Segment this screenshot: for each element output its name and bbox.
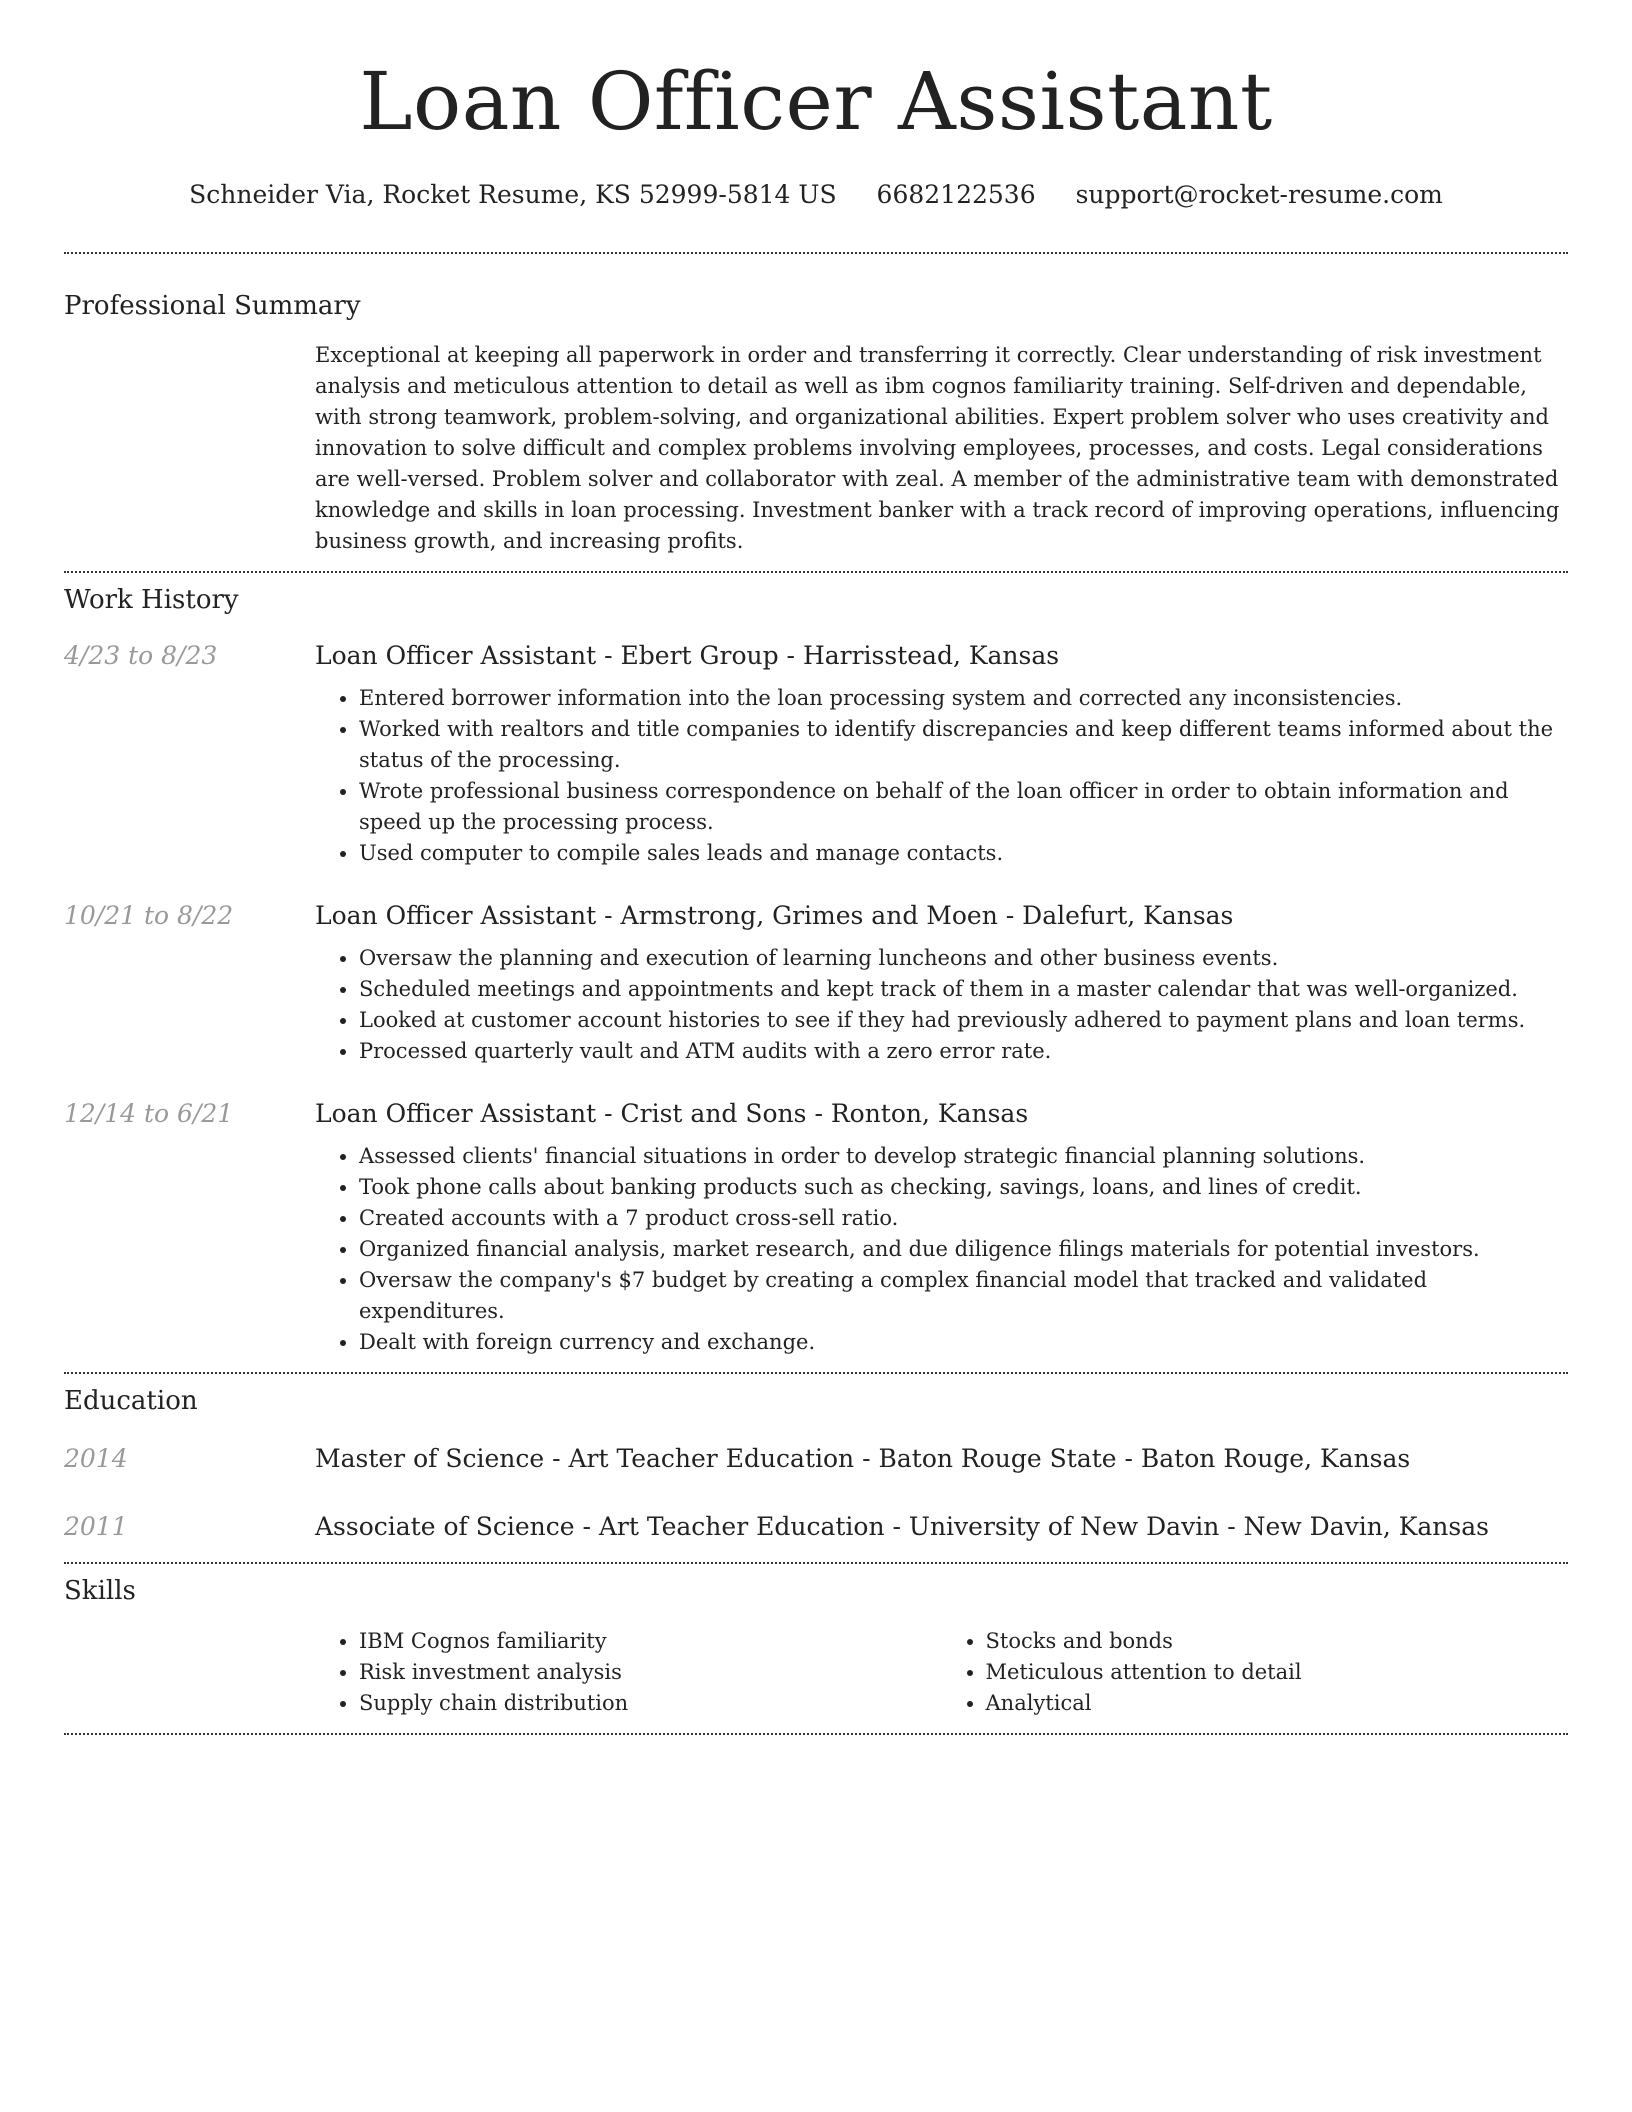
skills-spacer <box>64 1626 315 1719</box>
section-title-skills: Skills <box>64 1576 136 1606</box>
list-item: • Processed quarterly vault and ATM audits with a zero error rate. <box>359 1036 1568 1067</box>
summary-text: Exceptional at keeping all paperwork in order and transferring it correctly. Clear understanding of risk investment analysis and meticulous attention to detail as well as ibm cognos familiarity training. Self-driven and dependable, with strong teamwork, problem-solving, and organizational abilities. Expert problem solver who uses creativity and innovation to solve difficult and complex problems involving employees, processes, and costs. Legal considerations are well-versed. Problem solver and collaborator with zeal. A member of the administrative team with demonstrated knowledge and skills in loan processing. Investment banker with a track record of improving operations, influencing business growth, and increasing profits. <box>315 343 1560 553</box>
list-item: • Assessed clients' financial situations in order to develop strategic financial planning solutions. <box>359 1141 1568 1172</box>
divider <box>64 252 1568 254</box>
skills-list-left <box>315 1626 942 1719</box>
divider <box>64 571 1568 573</box>
section-title-education: Education <box>64 1386 198 1416</box>
job-entry <box>64 639 1568 869</box>
divider <box>64 1733 1568 1735</box>
phone: 6682122536 <box>876 180 1036 209</box>
skills-grid <box>315 1626 1568 1719</box>
list-item: • Risk investment analysis <box>359 1657 942 1688</box>
list-item: • Organized financial analysis, market research, and due diligence filings materials for potential investors. <box>359 1234 1568 1265</box>
list-item: • Entered borrower information into the loan processing system and corrected any inconsistencies. <box>359 683 1568 714</box>
list-item: • Analytical <box>986 1688 1569 1719</box>
job-title: Loan Officer Assistant - Ebert Group - Harrisstead, Kansas <box>315 641 1060 670</box>
list-item: • IBM Cognos familiarity <box>359 1626 942 1657</box>
list-item: • Dealt with foreign currency and exchange. <box>359 1327 1568 1358</box>
list-item: • Oversaw the company's $7 budget by creating a complex financial model that tracked and validated expenditures. <box>359 1265 1568 1327</box>
list-item: • Stocks and bonds <box>986 1626 1569 1657</box>
job-entry <box>64 1097 1568 1358</box>
education-title: Associate of Science - Art Teacher Education - University of New Davin - New Davin, Kansas <box>315 1512 1489 1541</box>
list-item: • Looked at customer account histories to see if they had previously adhered to payment plans and loan terms. <box>359 1005 1568 1036</box>
job-title: Loan Officer Assistant - Armstrong, Grimes and Moen - Dalefurt, Kansas <box>315 901 1234 930</box>
education-entry <box>64 1442 1568 1476</box>
address: Schneider Via, Rocket Resume, KS 52999-5814 US <box>189 180 837 209</box>
section-title-summary: Professional Summary <box>64 291 361 321</box>
list-item: • Created accounts with a 7 product cross-sell ratio. <box>359 1203 1568 1234</box>
summary-row <box>64 340 1568 557</box>
education-entry <box>64 1510 1568 1544</box>
divider <box>64 1562 1568 1564</box>
job-bullets <box>315 943 1568 1067</box>
job-dates: 10/21 to 8/22 <box>64 901 234 930</box>
divider <box>64 1372 1568 1374</box>
list-item: • Meticulous attention to detail <box>986 1657 1569 1688</box>
list-item: • Worked with realtors and title companies to identify discrepancies and keep different teams informed about the status of the processing. <box>359 714 1568 776</box>
summary-spacer <box>64 340 315 557</box>
list-item: • Oversaw the planning and execution of learning luncheons and other business events. <box>359 943 1568 974</box>
list-item: • Took phone calls about banking products such as checking, savings, loans, and lines of credit. <box>359 1172 1568 1203</box>
job-entry <box>64 899 1568 1067</box>
job-bullets <box>315 1141 1568 1358</box>
list-item: • Scheduled meetings and appointments and kept track of them in a master calendar that was well-organized. <box>359 974 1568 1005</box>
skills-list-right <box>942 1626 1569 1719</box>
email: support@rocket-resume.com <box>1075 180 1443 209</box>
job-dates: 4/23 to 8/23 <box>64 641 218 670</box>
education-year: 2014 <box>64 1444 128 1473</box>
list-item: • Supply chain distribution <box>359 1688 942 1719</box>
education-title: Master of Science - Art Teacher Education - Baton Rouge State - Baton Rouge, Kansas <box>315 1444 1411 1473</box>
education-year: 2011 <box>64 1512 128 1541</box>
candidate-name: Loan Officer Assistant <box>359 55 1273 148</box>
job-dates: 12/14 to 6/21 <box>64 1099 234 1128</box>
skills-row <box>64 1626 1568 1719</box>
list-item: • Wrote professional business correspondence on behalf of the loan officer in order to obtain information and speed up the processing process. <box>359 776 1568 838</box>
job-title: Loan Officer Assistant - Crist and Sons - Ronton, Kansas <box>315 1099 1029 1128</box>
section-title-work: Work History <box>64 585 239 615</box>
contact-line <box>64 178 1568 212</box>
list-item: • Used computer to compile sales leads and manage contacts. <box>359 838 1568 869</box>
job-bullets <box>315 683 1568 869</box>
